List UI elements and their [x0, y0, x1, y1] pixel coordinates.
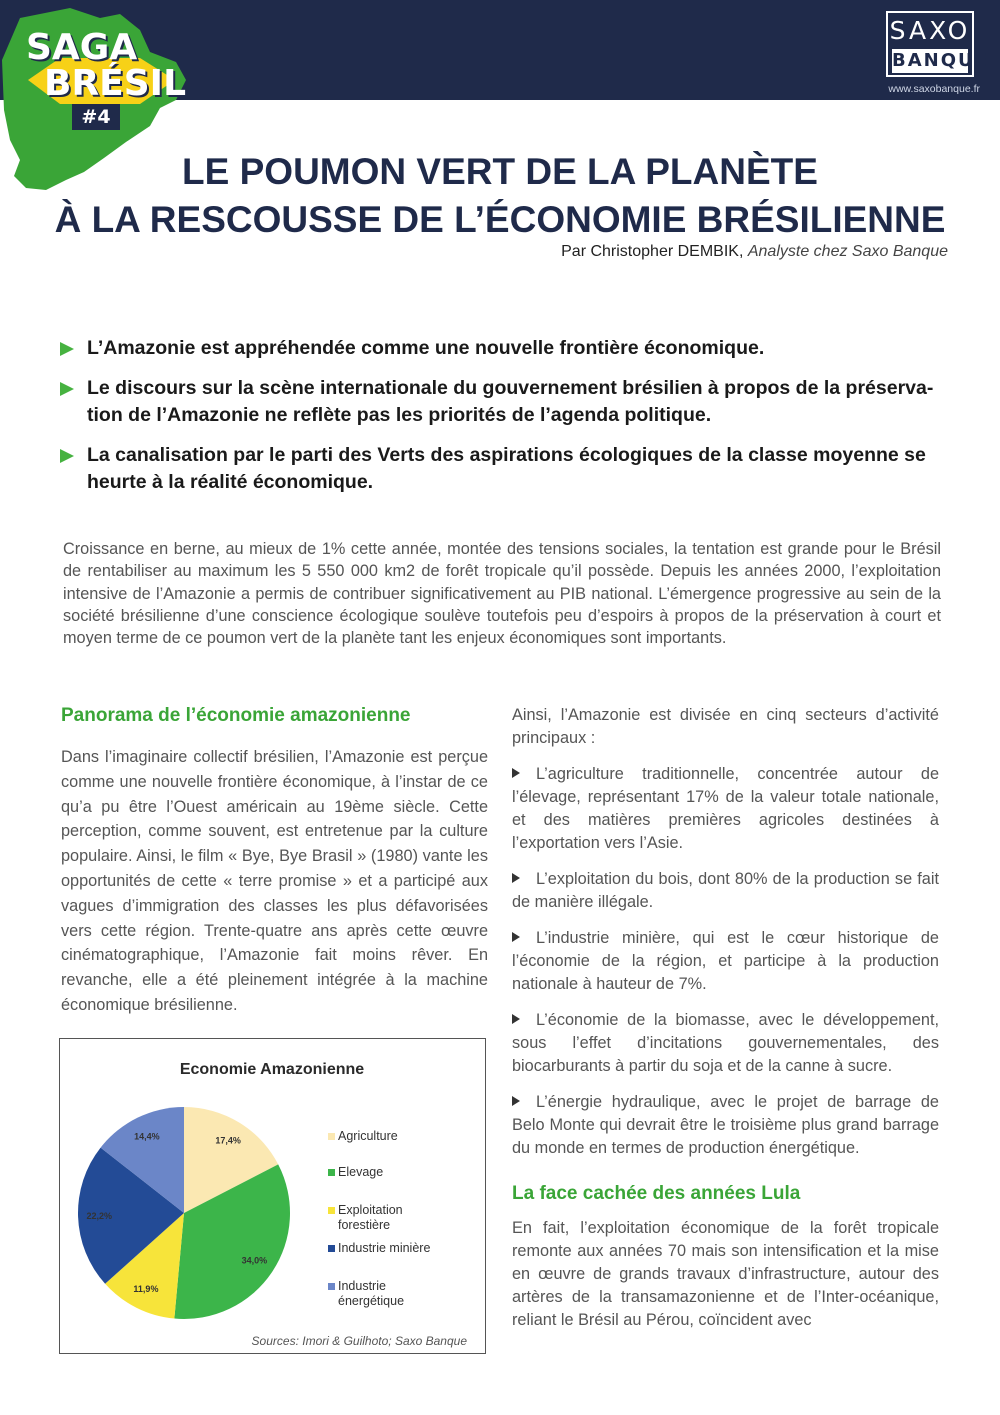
sector-item [512, 1091, 939, 1160]
legend-label: Industrie minière [338, 1241, 431, 1255]
triangle-bullet-icon [512, 1096, 520, 1106]
brand-line1: SAXO [889, 16, 971, 45]
key-point [58, 335, 942, 362]
key-point [58, 442, 942, 496]
triangle-bullet-icon [512, 873, 520, 883]
pie-slice-label: 14,4% [134, 1131, 160, 1142]
sectors-intro: Ainsi, l’Amazonie est divisée en cinq secteurs d’activité principaux : [512, 706, 939, 747]
title-line2: À LA RESCOUSSE DE L’ÉCONOMIE BRÉSILIENNE [54, 199, 946, 240]
legend-item [338, 1241, 438, 1256]
section-heading-panorama: Panorama de l’économie amazonienne [61, 705, 411, 726]
sector-item [512, 1009, 939, 1078]
panorama-paragraph: Dans l’imaginaire collectif brésilien, l’Amazonie est perçue comme une nouvelle frontière économique, à l’instar de ce qu’a pu être l’Ouest américain au 19ème siècle. Cette perception, comme souvent, est entretenue par la culture populaire. Ainsi, le film « Bye, Bye Brasil » (1980) vante les opportunités de cette « terre promise » et a participé aux vagues d’immigration des classes les plus défavorisées vers cette région. Trente-quatre ans après cette œuvre cinématographique, l’Amazonie fait moins rêver. En revanche, elle a été pleinement intégrée à la machine économique brésilienne. [61, 748, 488, 1014]
saga-title-line2: BRÉSIL [44, 63, 187, 104]
arrow-right-icon [60, 342, 74, 356]
sector-text: L’énergie hydraulique, avec le projet de barrage de Belo Monte qui devrait être le troisième plus grand barrage du monde en termes de production énergétique. [512, 1093, 939, 1157]
key-point-text: L’Amazonie est appréhendée comme une nouvelle frontière économique. [87, 337, 765, 359]
saxo-banque-logo [886, 11, 989, 77]
legend-item [338, 1279, 438, 1309]
page-title [40, 148, 960, 244]
sector-text: L’industrie minière, qui est le cœur historique de l’économie de la région, et participe à la production nationale à hauteur de 7%. [512, 929, 939, 993]
pie-chart-panel [59, 1038, 486, 1354]
sector-item [512, 927, 939, 996]
saga-title-line1: SAGA [26, 27, 138, 68]
key-point [58, 375, 942, 429]
triangle-bullet-icon [512, 768, 520, 778]
byline [561, 243, 948, 261]
legend-item [338, 1129, 438, 1144]
pie-slice-label: 17,4% [215, 1135, 241, 1146]
arrow-right-icon [60, 449, 74, 463]
chart-title: Economie Amazonienne [179, 1061, 365, 1078]
byline-author: Par Christopher DEMBIK, [561, 243, 744, 260]
saga-number-badge: #4 [72, 104, 120, 130]
sector-item [512, 763, 939, 855]
sector-text: L’économie de la biomasse, avec le développement, sous l’effet d’incitations gouvernementales, des biocarburants à partir du soja et de la canne à sucre. [512, 1011, 939, 1075]
title-line1: LE POUMON VERT DE LA PLANÈTE [182, 151, 818, 192]
legend-swatch [328, 1169, 335, 1176]
pie-slice-label: 11,9% [133, 1283, 159, 1294]
legend-swatch [328, 1133, 335, 1140]
byline-role: Analyste chez Saxo Banque [747, 243, 948, 260]
pie-slice-label: 34,0% [241, 1255, 268, 1266]
legend-label: Agriculture [338, 1129, 398, 1143]
right-column [512, 704, 939, 1332]
arrow-right-icon [60, 382, 74, 396]
legend-label: Exploitation forestière [338, 1203, 403, 1232]
brand-url: www.saxobanque.fr [888, 83, 980, 95]
sector-item [512, 868, 939, 914]
legend-label: Elevage [338, 1165, 384, 1179]
chart-source: Sources: Imori & Guilhoto; Saxo Banque [251, 1334, 467, 1348]
key-point-text: Le discours sur la scène internationale du gouvernement brésilien à propos de la préserva-tion de l’Amazonie ne reflète pas les priorités de l’agenda politique. [87, 377, 934, 426]
legend-item [338, 1165, 438, 1180]
intro-paragraph: Croissance en berne, au mieux de 1% cette année, montée des tensions sociales, la tentation est grande pour le Brésil de rentabiliser au maximum les 5 550 000 km2 de forêt tropicale qu’il possède. Depuis les années 2000, l’exploitation intensive de l’Amazonie a permis de contribuer significativement au PIB national. L’émergence progressive au sein de la société brésilienne d’une conscience écologique soulève toutefois peu d’espoirs à propos de la préservation à court et moyen terme de ce poumon vert de la planète tant les enjeux économiques sont importants. [63, 540, 941, 648]
key-point-text: La canalisation par le parti des Verts des aspirations écologiques de la classe moyenne se heurte à la réalité économique. [87, 444, 926, 493]
lula-paragraph: En fait, l’exploitation économique de la forêt tropicale remonte aux années 70 mais son intensification et la mise en œuvre de grands travaux d’infrastructure, autour des artères de la transamazonienne et de l’Inter-océanique, reliant le Brésil au Pérou, coïncident avec [512, 1219, 939, 1329]
legend-label: Industrie énergétique [338, 1279, 405, 1308]
legend-swatch [328, 1245, 335, 1252]
key-points [58, 335, 942, 509]
triangle-bullet-icon [512, 932, 520, 942]
triangle-bullet-icon [512, 1014, 520, 1024]
legend-swatch [328, 1283, 335, 1290]
pie-slice-label: 22,2% [86, 1210, 113, 1221]
sector-text: L’exploitation du bois, dont 80% de la production se fait de manière illégale. [512, 870, 939, 911]
sector-text: L’agriculture traditionnelle, concentrée autour de l’élevage, représentant 17% de la valeur totale nationale, et des matières premières agricoles destinées à l’exportation vers l’Asie. [512, 765, 939, 852]
legend-swatch [328, 1207, 335, 1214]
brand-line2: BANQUE [892, 50, 989, 71]
legend-item [338, 1203, 438, 1233]
section-heading-lula: La face cachée des années Lula [512, 1183, 801, 1204]
